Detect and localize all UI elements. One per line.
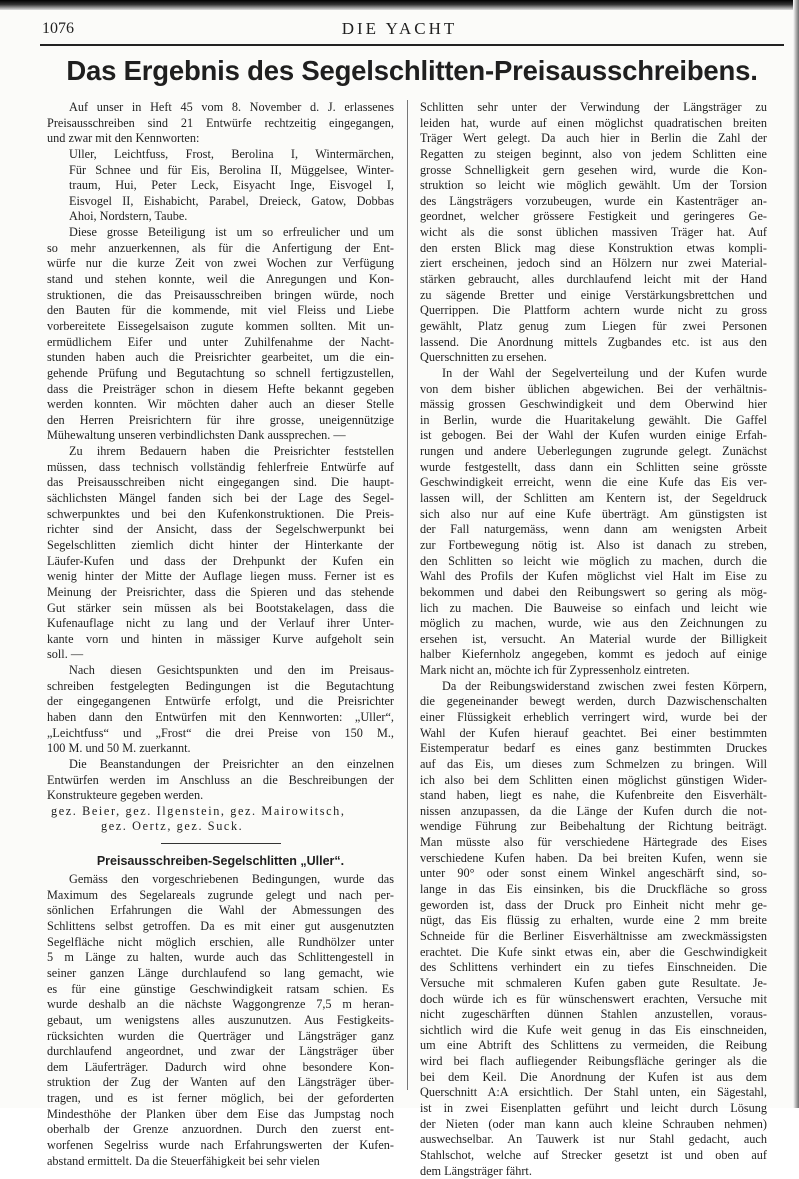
text-line: „Leichtfuss“ und „Frost“ die drei Preise von 150 M., <box>47 725 394 740</box>
text-line: der eingegangenen Entwürfe erfolgt, und die Preisrichter <box>47 694 394 709</box>
text-line: Konstrukteure gegeben werden. <box>47 788 204 803</box>
text-line: Träger Wert gelegt. Da auch hier in Berlin die Zahl der <box>420 131 767 146</box>
text-line: zu sägende Bretter und einige Verstärkungsbrettchen und <box>420 287 767 302</box>
section-rule <box>161 843 281 844</box>
jury-signatures: gez. Beier, gez. Ilgenstein, gez. Mairowitsch, <box>51 803 346 818</box>
text-line: Da der Reibungswiderstand zwischen zwei festen Körpern, <box>442 678 767 693</box>
text-line: Mark nicht an, möchte ich für Zypressenholz eintreten. <box>420 663 690 678</box>
paragraph <box>47 444 394 663</box>
text-line: um eine Abtrift des Schlittens zu vermeiden, die Reibung <box>420 1038 767 1053</box>
text-line: der Nieten (oder man kann auch kleine Schrauben nehmen) <box>420 1116 767 1131</box>
text-line: ziert erscheinen, jedoch sind an Hölzern nur zwei Material- <box>420 256 767 271</box>
text-line: Segelfläche nicht möglich erschien, alle Rundhölzer unter <box>47 934 394 949</box>
text-line: Querrippen. Die Plattform achtern wurde nicht zu gross <box>420 303 767 318</box>
text-line: sächlichsten Mängel fanden sich bei der Lage des Segel- <box>47 491 394 506</box>
text-line: geordnet, welcher grössere Festigkeit und geringeres Ge- <box>420 209 767 224</box>
text-line: schreiben festgelegten Bedingungen ist die Begutachtung <box>47 678 394 693</box>
text-line: und zwar mit den Kennworten: <box>47 131 200 146</box>
text-line: seiner ganzen Länge durchlaufend so lang gemacht, wie <box>47 965 394 980</box>
text-line: gewählt, Platz genug zum Liegen für zwei Personen <box>420 318 767 333</box>
scan-right-edge <box>793 0 799 1108</box>
text-line: Eistemperatur bedarf es eines ganz bestimmten Druckes <box>420 741 767 756</box>
text-line: ermüdlichem Eifer und unter Zuhilfenahme der Nacht- <box>47 334 394 349</box>
text-line: lich zu machen. Die Bauweise so einfach und leicht wie <box>420 600 767 615</box>
text-line: dem Längsträger fährt. <box>420 1163 532 1178</box>
page-number: 1076 <box>42 20 74 37</box>
text-line: von dem bisher üblichen abgewichen. Bei der verhältnis- <box>420 381 767 396</box>
text-line: stunden haben auch die Preisrichter gearbeitet, um die ein- <box>47 350 394 365</box>
header-rule <box>40 44 784 46</box>
text-line: haben dann den Entwürfen mit den Kennworten: „Uller“, <box>47 709 394 724</box>
text-line: Diese grosse Beteiligung ist um so erfreulicher und um <box>69 225 394 240</box>
text-line: unter 90° oder sonst einem Winkel angeschärft sind, so- <box>420 866 767 881</box>
text-line: Gemäss den vorgeschriebenen Bedingungen, wurde das <box>69 872 394 887</box>
text-line: soll. — <box>47 647 84 662</box>
paragraph <box>420 366 767 679</box>
text-line: durchlaufend angeordnet, und zwar der Längsträger über <box>47 1044 394 1059</box>
text-line: zur Fortbewegung nötig ist. Also ist danach zu streben, <box>420 537 767 552</box>
text-line: wurde festgestellt, dass dann ein Schlitten seine grösste <box>420 459 767 474</box>
text-line: lassen will, der Schlitten am Kentern ist, der Segeldruck <box>420 491 767 506</box>
text-line: auswechselbar. An Tauwerk ist nur Stahl gedacht, auch <box>420 1132 767 1147</box>
text-line: In der Wahl der Segelverteilung und der Kufen wurde <box>442 365 767 380</box>
text-line: gebaut, um wenigstens alles auszunutzen. Aus Festigkeits- <box>47 1012 394 1027</box>
text-line: wendige Führung zur Beibehaltung der Richtung beiträgt. <box>420 819 767 834</box>
text-line: lassend. Die Anordnung mittels Zugbandes etc. ist aus den <box>420 334 767 349</box>
text-line: einer Flüssigkeit erheblich verringert wird, wurde bei der <box>420 709 767 724</box>
paragraph <box>47 872 394 1169</box>
text-line: Querschnitten zu ersehen. <box>420 350 547 365</box>
text-line: verschiedene Kufen haben. Da bei breiten Kufen, wenn sie <box>420 850 767 865</box>
column-divider <box>407 100 408 1090</box>
text-line: auf das Eis, um dieses zum Schmelzen zu bringen. Will <box>420 756 767 771</box>
text-line: Entwürfen werden im Anschluss an die Beschreibungen der <box>47 772 394 787</box>
text-line: Auf unser in Heft 45 vom 8. November d. J. erlassenes <box>69 100 394 114</box>
text-line: Kufenauflage nicht zu lang und der Verlauf ihrer Unter- <box>47 616 394 631</box>
text-line: kante vorn und hinten in mässiger Kurve aufgeholt sein <box>47 631 394 646</box>
text-line: halber Kiefernholz angegeben, kommt es jedoch auf einige <box>420 647 767 662</box>
text-line: Wahl der Kufen hierauf geachtet. Bei einer bestimmten <box>420 725 767 740</box>
text-line: tragen, und es ist ferner möglich, bei der geforderten <box>47 1091 394 1106</box>
paragraph <box>420 679 767 1179</box>
text-line: den Bauten für die kommende, mit viel Fleiss und Liebe <box>47 303 394 318</box>
text-line: den Schlitten so leicht wie möglich zu machen, durch die <box>420 553 767 568</box>
paragraph <box>47 663 394 757</box>
text-line: Wahl des Profils der Kufen möglichst viel Halt im Eise zu <box>420 569 767 584</box>
text-line: werden konnten. Wir möchten daher auch an dieser Stelle <box>47 397 394 412</box>
text-line: Man müsste also für verschiedene Härtegrade des Eises <box>420 835 767 850</box>
text-line: Mühewaltung unseren verbindlichsten Dank aussprechen. — <box>47 428 346 443</box>
text-line: Querschnitt A:A ersichtlich. Der Stahl unten, ein Sägestahl, <box>420 1085 767 1100</box>
scan-top-edge <box>0 0 799 10</box>
text-line: Ahoi, Nordstern, Taube. <box>69 209 188 224</box>
text-line: sich also nur auf eine Kufe überträgt. Am günstigsten ist <box>420 506 767 521</box>
section-subheading: Preisausschreiben-Segelschlitten „Uller“. <box>96 854 345 869</box>
text-line: mässig grossen Geschwindigkeit und dem Oberwind hier <box>420 397 767 412</box>
text-line: sönlichen Erfahrungen die Wahl der Abmessungen des <box>47 903 394 918</box>
text-line: Preisausschreiben sind 21 Entwürfe rechtzeitig eingegangen, <box>47 115 394 130</box>
text-line: stand und stehen konnte, weil die Anregungen und Kon- <box>47 272 394 287</box>
text-line: lange in das Eis einsinken, bis die Druckfläche so gross <box>420 882 767 897</box>
text-line: ersehen ist, versucht. An Material wurde der Billigkeit <box>420 631 767 646</box>
text-line: wird bei flach aufliegender Reibungsfläche geringer als die <box>420 1054 767 1069</box>
text-line: rungen und andere Ueberlegungen zugrunde gelegt. Zunächst <box>420 444 767 459</box>
text-line: leiden hat, wurde auf einen möglichst quadratischen breiten <box>420 115 767 130</box>
text-line: ich also bei dem Schlitten einen möglichst günstigen Wider- <box>420 772 767 787</box>
text-line: nissen anzupassen, da die Länge der Kufen durch die not- <box>420 803 767 818</box>
text-line: struktion der Zug der Wanten auf den Längsträger über- <box>47 1075 394 1090</box>
right-column <box>420 100 767 1179</box>
article-headline: Das Ergebnis des Segelschlitten-Preisausschreibens. <box>66 55 758 86</box>
text-line: Versuche mit schmaleren Kufen gaben gute Resultate. Je- <box>420 975 767 990</box>
text-line: Nach diesen Gesichtspunkten und den im Preisaus- <box>69 663 394 678</box>
text-line: müssen, dass technisch vollständig fehlerfreie Entwürfe auf <box>47 459 394 474</box>
text-line: struktion so leicht wie möglich gewählt. Um der Torsion <box>420 178 767 193</box>
text-line: grosse Schnelligkeit gern gesehen wird, wurde die Kon- <box>420 162 767 177</box>
paragraph <box>47 225 394 444</box>
text-line: würfe nur die kurze Zeit von zwei Wochen zur Verfügung <box>47 256 394 271</box>
intro-paragraph <box>47 100 394 147</box>
text-line: dem Läuferträger. Dadurch wird ohne besondere Kon- <box>47 1059 394 1074</box>
text-line: Gut stärker sein müssen als bei Bootstakelagen, dass die <box>47 600 394 615</box>
text-line: die gegeneinander bewegt werden, durch Dazwischenschalten <box>420 694 767 709</box>
entry-codenames <box>47 147 394 225</box>
text-line: stand haben, liegt es nahe, die Kufenbreite den Eisverhält- <box>420 788 767 803</box>
text-line: abstand ermittelt. Da die Steuerfähigkeit bei sehr vielen <box>47 1153 320 1168</box>
text-line: 100 M. und 50 M. zuerkannt. <box>47 741 191 756</box>
text-line: rücksichten wurden die Querträger und Längsträger ganz <box>47 1028 394 1043</box>
text-line: der Fall naturgemäss, wenn dann am wenigsten Arbeit <box>420 522 767 537</box>
text-line: wurde deshalb an die nächste Waggongrenze 7,5 m heran- <box>47 997 394 1012</box>
jury-signatures: gez. Oertz, gez. Suck. <box>101 819 244 834</box>
text-line: Schneide für die Berliner Eisverhältnisse am zweckmässigsten <box>420 928 767 943</box>
text-line: Läufer-Kufen und dass der Drehpunkt der Kufen ein <box>47 553 394 568</box>
text-line: den Herren Preisrichtern für ihre grosse, uneigennützige <box>47 412 394 427</box>
text-line: ist gebogen. Bei der Wahl der Kufen wurden einige Erfah- <box>420 428 767 443</box>
text-line: Die Beanstandungen der Preisrichter an den einzelnen <box>69 756 394 771</box>
paragraph <box>47 757 394 804</box>
text-line: möglich zu machen, wurde, wie aus den Zeichnungen zu <box>420 616 767 631</box>
text-line: schwerpunktes und bei den Kufenkonstruktionen. Die Preis- <box>47 506 394 521</box>
text-line: struktionen, die das Preisausschreiben bringen würde, noch <box>47 287 394 302</box>
text-line: Uller, Leichtfuss, Frost, Berolina I, Wintermärchen, <box>69 146 394 161</box>
text-line: es für eine günstige Geschwindigkeit ratsam schien. Es <box>47 981 394 996</box>
text-line: 5 m Länge zu halten, wurde auch das Schlittengestell in <box>47 950 394 965</box>
text-line: nügt, das Eis flüssig zu erhalten, wurde eine 2 mm breite <box>420 913 767 928</box>
text-line: Regatten zu steigen beginnt, also von jedem Schlitten eine <box>420 146 767 161</box>
text-line: doch würde ich es für wünschenswert erachten, Versuche mit <box>420 991 767 1006</box>
text-line: wenig hinter der Mitte der Auflage liegen muss. Ferner ist es <box>47 569 394 584</box>
text-line: richter sind der Ansicht, dass der Segelschwerpunkt bei <box>47 522 394 537</box>
text-line: des Längsträgers vorzubeugen, wurde ein Kastenträger an- <box>420 193 767 208</box>
text-line: geworden ist, dass der Druck pro Einheit nicht mehr ge- <box>420 897 767 912</box>
text-line: nicht zugeschärften dünnen Stahlen anzustellen, voraus- <box>420 1007 767 1022</box>
text-line: ist in zwei Eisenplatten geführt und leicht durch Lösung <box>420 1101 767 1115</box>
text-line: stärken gebraucht, alles durchlaufend leicht mit der Hand <box>420 272 767 287</box>
text-line: des Schlittens verhindert ein zu tiefes Einschneiden. Die <box>420 960 767 975</box>
text-line: den ersten Blick mag diese Konstruktion etwas kompli- <box>420 240 767 255</box>
text-line: sichtlich wird die Kufe weit genug in das Eis einschneiden, <box>420 1022 767 1037</box>
text-line: Segelschlitten ziemlich dicht hinter der Hinterkante der <box>47 537 394 552</box>
text-line: dass die Preisträger schon in diesem Hefte bekannt gegeben <box>47 381 394 396</box>
left-column <box>47 100 394 1169</box>
text-line: in Berlin, wurde die Huaritakelung gewählt. Die Gaffel <box>420 412 767 427</box>
text-line: Schlitten sehr unter der Verwindung der Längsträger zu <box>420 100 767 114</box>
text-line: bei dem Keil. Die Anordnung der Kufen ist aus dem <box>420 1069 767 1084</box>
text-line: bekommen und dabei den Reibungswert so gering als mög- <box>420 584 767 599</box>
text-line: Schlittens selbst getroffen. Da es mit einer gut ausgenutzten <box>47 919 394 934</box>
text-line: Für Schnee und für Eis, Berolina II, Müggelsee, Winter- <box>69 162 394 177</box>
text-line: wicht als die sonst üblichen massiven Träger hat. Auf <box>420 225 767 240</box>
text-line: erachtet. Die Kufe sinkt etwas ein, aber die Geschwindigkeit <box>420 944 767 959</box>
paragraph <box>420 100 767 366</box>
text-line: gehende Prüfung und Begutachtung so schnell fertigzustellen, <box>47 365 394 380</box>
text-line: Mindesthöhe der Planken über dem Eise das Jumpstag noch <box>47 1106 394 1121</box>
text-line: Meinung der Preisrichter, dass die Spieren und das stehende <box>47 584 394 599</box>
text-line: traum, Hui, Peter Leck, Eisyacht Inge, Eisvogel I, <box>69 178 394 193</box>
journal-title: DIE YACHT <box>341 19 458 38</box>
text-line: Maximum des Segelareals zugrunde gelegt und nach per- <box>47 887 394 902</box>
text-line: so mehr anzuerkennen, als für die Anfertigung der Ent- <box>47 240 394 255</box>
text-line: Zu ihrem Bedauern haben die Preisrichter feststellen <box>69 444 394 459</box>
text-line: worfenen Segelriss wurde nach Erfahrungswerten der Kufen- <box>47 1138 394 1152</box>
text-line: das Preisausschreiben nicht eingegangen sind. Die haupt- <box>47 475 394 490</box>
text-line: Stahlschot, welche auf Strecker gesetzt ist und oben auf <box>420 1147 767 1162</box>
text-line: oberhalb der Grenze anzuordnen. Durch den zuerst ent- <box>47 1122 394 1137</box>
text-line: Eisvogel II, Eishabicht, Parabel, Dreieck, Gatow, Dobbas <box>69 193 394 208</box>
text-line: Geschwindigkeit erreicht, wenn die eine Kufe das Eis ver- <box>420 475 767 490</box>
text-line: vorbereitete Eissegelsaison zugute kommen sollten. Mit un- <box>47 318 394 333</box>
